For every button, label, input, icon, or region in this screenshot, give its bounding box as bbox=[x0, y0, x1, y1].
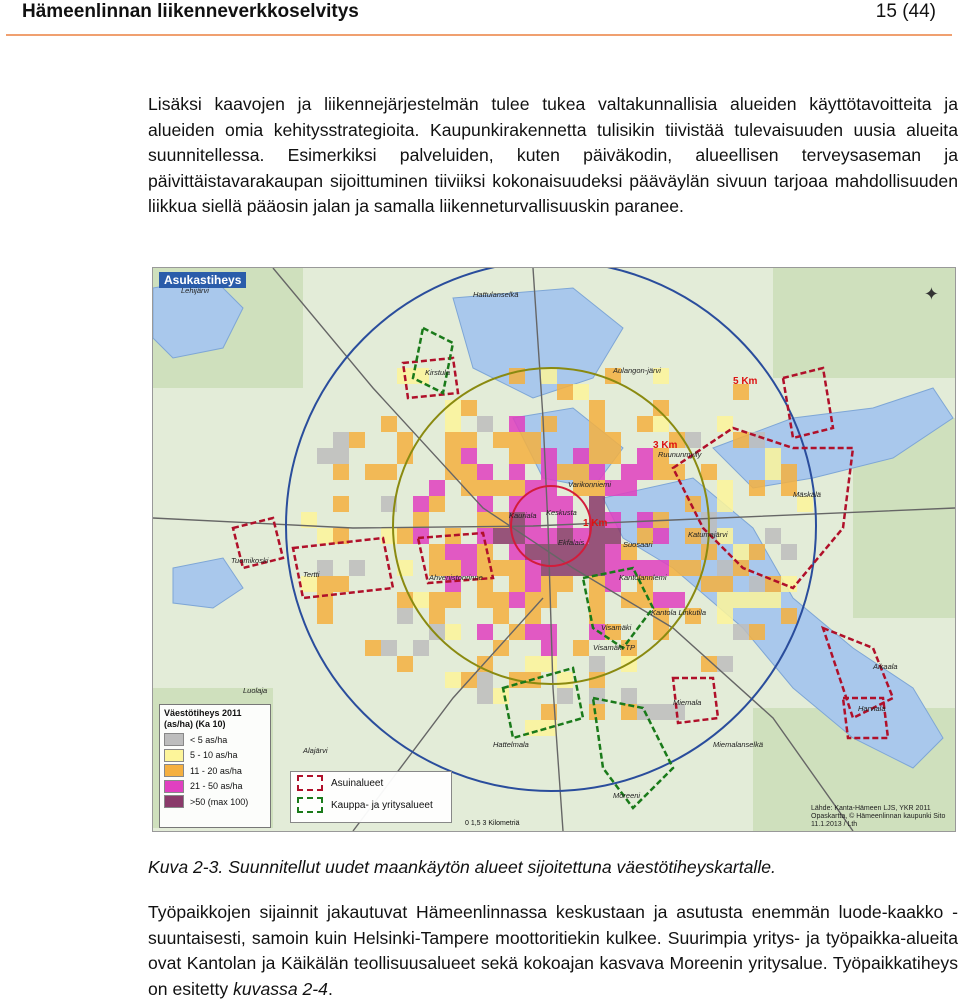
body-paragraph-2 bbox=[148, 900, 958, 1002]
density-cell bbox=[701, 544, 717, 560]
density-cell bbox=[477, 464, 493, 480]
area-type-legend bbox=[290, 771, 452, 823]
density-cell bbox=[557, 672, 573, 688]
density-cell bbox=[413, 640, 429, 656]
density-cell bbox=[717, 496, 733, 512]
place-label: Visamäki bbox=[601, 623, 632, 632]
density-cell bbox=[333, 448, 349, 464]
density-cell bbox=[573, 640, 589, 656]
density-cell bbox=[541, 480, 557, 496]
density-cell bbox=[365, 464, 381, 480]
density-cell bbox=[365, 640, 381, 656]
place-label: Hattelmala bbox=[493, 740, 529, 749]
density-cell bbox=[765, 592, 781, 608]
figure-caption: Kuva 2-3. Suunnitellut uudet maankäytön alueet sijoitettuna väestötiheyskartalle. bbox=[148, 857, 776, 877]
density-cell bbox=[509, 464, 525, 480]
density-cell bbox=[461, 400, 477, 416]
density-cell bbox=[653, 624, 669, 640]
place-label: Ruununmylly bbox=[658, 450, 702, 459]
density-cell bbox=[733, 432, 749, 448]
place-label: Ahvenistonrinne bbox=[429, 573, 483, 582]
density-cell bbox=[445, 672, 461, 688]
place-label: Varikonniemi bbox=[568, 480, 612, 489]
density-cell bbox=[637, 448, 653, 464]
density-cell bbox=[429, 624, 445, 640]
density-cell bbox=[445, 432, 461, 448]
density-cell bbox=[445, 544, 461, 560]
place-label: Kirstula bbox=[425, 368, 451, 377]
density-cell bbox=[605, 544, 621, 560]
density-cell bbox=[461, 544, 477, 560]
density-cell bbox=[637, 512, 653, 528]
density-cell bbox=[445, 448, 461, 464]
density-cell bbox=[685, 560, 701, 576]
density-cell bbox=[397, 656, 413, 672]
density-cell bbox=[621, 480, 637, 496]
density-cell bbox=[589, 544, 605, 560]
density-cell bbox=[749, 624, 765, 640]
density-cell bbox=[493, 640, 509, 656]
density-cell bbox=[717, 576, 733, 592]
density-cell bbox=[669, 560, 685, 576]
density-cell bbox=[413, 528, 429, 544]
density-cell bbox=[397, 432, 413, 448]
density-cell bbox=[637, 416, 653, 432]
density-cell bbox=[429, 480, 445, 496]
page-header bbox=[22, 0, 936, 30]
density-cell bbox=[653, 528, 669, 544]
density-cell bbox=[397, 608, 413, 624]
density-cell bbox=[445, 592, 461, 608]
legend-label: 5 - 10 as/ha bbox=[190, 750, 238, 761]
residential-swatch bbox=[297, 775, 323, 791]
ring-label-1km: 1 Km bbox=[583, 518, 608, 529]
density-cell bbox=[541, 656, 557, 672]
place-label: Suosaari bbox=[623, 540, 653, 549]
place-label: Kantola Linkutila bbox=[651, 608, 707, 617]
density-cell bbox=[749, 544, 765, 560]
density-cell bbox=[573, 384, 589, 400]
density-cell bbox=[397, 448, 413, 464]
density-cell bbox=[589, 496, 605, 512]
density-cell bbox=[717, 416, 733, 432]
page-number: 15 (44) bbox=[875, 1, 936, 22]
density-cell bbox=[493, 608, 509, 624]
place-label: Miemalanselkä bbox=[713, 740, 764, 749]
density-cell bbox=[589, 464, 605, 480]
area-legend-label: Asuinalueet bbox=[331, 777, 384, 789]
density-cell bbox=[493, 560, 509, 576]
density-cell bbox=[525, 448, 541, 464]
density-cell bbox=[749, 576, 765, 592]
place-label: Miemala bbox=[673, 698, 702, 707]
map-source-note: Lähde: Kanta-Hämeen LJS, YKR 2011 Opaskartta, © Hämeenlinnan kaupunki Sito 11.1.2013 / Lth bbox=[811, 805, 946, 828]
place-label: Hattulanselkä bbox=[473, 290, 519, 299]
density-cell bbox=[781, 608, 797, 624]
density-cell bbox=[541, 720, 557, 736]
commercial-swatch bbox=[297, 797, 323, 813]
density-cell bbox=[525, 656, 541, 672]
density-cell bbox=[541, 464, 557, 480]
density-cell bbox=[509, 416, 525, 432]
density-cell bbox=[765, 464, 781, 480]
legend-swatch bbox=[164, 780, 184, 793]
density-cell bbox=[333, 464, 349, 480]
legend-row bbox=[160, 794, 270, 810]
density-cell bbox=[621, 464, 637, 480]
density-cell bbox=[477, 480, 493, 496]
density-cell bbox=[541, 368, 557, 384]
density-cell bbox=[493, 432, 509, 448]
density-cell bbox=[317, 528, 333, 544]
density-cell bbox=[669, 592, 685, 608]
legend-row bbox=[160, 763, 270, 779]
density-cell bbox=[493, 528, 509, 544]
density-cell bbox=[429, 544, 445, 560]
place-label: Moreeni bbox=[613, 791, 641, 800]
density-cell bbox=[701, 656, 717, 672]
density-cell bbox=[717, 608, 733, 624]
density-legend bbox=[159, 704, 271, 828]
density-cell bbox=[429, 592, 445, 608]
area-legend-label: Kauppa- ja yritysalueet bbox=[331, 799, 433, 811]
density-cell bbox=[477, 624, 493, 640]
density-cell bbox=[541, 640, 557, 656]
legend-title: Väestötiheys 2011 (as/ha) (Ka 10) bbox=[164, 708, 242, 729]
place-label: Tertti bbox=[303, 570, 320, 579]
density-cell bbox=[589, 416, 605, 432]
density-cell bbox=[381, 464, 397, 480]
north-arrow-icon: ✦ bbox=[923, 284, 939, 304]
density-cell bbox=[749, 480, 765, 496]
density-cell bbox=[397, 528, 413, 544]
legend-row bbox=[160, 732, 270, 748]
density-cell bbox=[653, 704, 669, 720]
place-label: Kantolannlemi bbox=[619, 573, 667, 582]
density-cell bbox=[525, 624, 541, 640]
place-label: Aikaala bbox=[873, 662, 898, 671]
density-cell bbox=[557, 464, 573, 480]
density-cell bbox=[589, 688, 605, 704]
figure-reference: kuvassa 2-4 bbox=[233, 978, 328, 999]
density-cell bbox=[477, 672, 493, 688]
density-cell bbox=[349, 432, 365, 448]
density-cell bbox=[317, 448, 333, 464]
density-cell bbox=[333, 496, 349, 512]
density-cell bbox=[557, 384, 573, 400]
legend-label: >50 (max 100) bbox=[190, 796, 249, 807]
map-canvas bbox=[153, 268, 955, 831]
density-cell bbox=[413, 512, 429, 528]
density-cell bbox=[765, 528, 781, 544]
legend-row bbox=[160, 748, 270, 764]
density-cell bbox=[429, 496, 445, 512]
density-cell bbox=[765, 448, 781, 464]
density-cell bbox=[717, 560, 733, 576]
density-cell bbox=[509, 560, 525, 576]
density-cell bbox=[333, 576, 349, 592]
legend-label: < 5 as/ha bbox=[190, 734, 228, 745]
density-cell bbox=[589, 432, 605, 448]
density-cell bbox=[589, 592, 605, 608]
density-cell bbox=[461, 464, 477, 480]
place-label: Lehijärvi bbox=[181, 286, 209, 295]
population-density-map bbox=[152, 267, 956, 832]
density-cell bbox=[509, 448, 525, 464]
place-label: Keskusta bbox=[546, 508, 577, 517]
legend-swatch bbox=[164, 749, 184, 762]
legend-swatch bbox=[164, 795, 184, 808]
density-cell bbox=[717, 480, 733, 496]
area-legend-row bbox=[291, 772, 451, 794]
place-label: Alajärvi bbox=[303, 746, 328, 755]
density-cell bbox=[493, 480, 509, 496]
document-title: Hämeenlinnan liikenneverkkoselvitys bbox=[22, 1, 359, 22]
density-cell bbox=[477, 544, 493, 560]
legend-swatch bbox=[164, 733, 184, 746]
density-cell bbox=[573, 464, 589, 480]
density-cell bbox=[781, 464, 797, 480]
place-label: Harviala bbox=[858, 704, 886, 713]
legend-swatch bbox=[164, 764, 184, 777]
density-cell bbox=[541, 592, 557, 608]
density-cell bbox=[557, 688, 573, 704]
density-cell bbox=[749, 592, 765, 608]
density-cell bbox=[477, 688, 493, 704]
header-rule bbox=[6, 34, 952, 36]
density-cell bbox=[349, 560, 365, 576]
paragraph-2-text: Työpaikkojen sijainnit jakautuvat Hämeenlinnassa keskustaan ja asutusta enemmän luode-kaakko -suuntaisesti, samoin kuin Helsinki-Tampere moottoritiekin kulkee. Suurimpia yritys- ja työpaikka-alueita ovat Kantolan ja Käikälän teollisuusalueet sekä kokoajan kasvava Moreenin yritysalue. Työpaikkatiheys on esitetty bbox=[148, 902, 958, 999]
density-cell bbox=[461, 448, 477, 464]
density-cell bbox=[333, 432, 349, 448]
ring-label-5km: 5 Km bbox=[733, 376, 758, 387]
density-cell bbox=[509, 576, 525, 592]
place-label: Visamäki TP bbox=[593, 643, 635, 652]
density-cell bbox=[589, 656, 605, 672]
density-cell bbox=[381, 640, 397, 656]
density-cell bbox=[605, 448, 621, 464]
place-label: Katumajärvi bbox=[688, 530, 728, 539]
density-cell bbox=[653, 592, 669, 608]
scale-bar: 0 1,5 3 Kilometriä bbox=[465, 820, 520, 827]
density-cell bbox=[637, 464, 653, 480]
density-cell bbox=[493, 688, 509, 704]
density-cell bbox=[573, 448, 589, 464]
place-label: Luolaja bbox=[243, 686, 268, 695]
density-cell bbox=[781, 544, 797, 560]
place-label: Kauriala bbox=[509, 511, 537, 520]
density-cell bbox=[509, 480, 525, 496]
density-cell bbox=[381, 416, 397, 432]
density-cell bbox=[541, 448, 557, 464]
density-cell bbox=[445, 624, 461, 640]
body-paragraph-1: Lisäksi kaavojen ja liikennejärjestelmän tulee tukea valtakunnallisia alueiden käyttötavoitteita ja alueiden omia kehitysstrategioita. Kaupunkirakennetta tulisikin tiivistää tulevaisuuden uusia alueita suunnitellessa. Esimerkiksi palveluiden, kuten päiväkodin, alueellisen terveysaseman ja päivittäistavarakaupan sijoittuminen tiiviiksi kokonaisuudeksi pääväylän sivuun tarjoaa mahdollisuuden liikkua siellä pääosin jalan ja samalla liikenneturvallisuuskin paranee. bbox=[148, 94, 958, 217]
paragraph-2-end: . bbox=[327, 978, 333, 999]
density-cell bbox=[701, 464, 717, 480]
density-cell bbox=[605, 432, 621, 448]
density-cell bbox=[317, 608, 333, 624]
density-cell bbox=[557, 576, 573, 592]
density-cell bbox=[509, 592, 525, 608]
density-cell bbox=[733, 592, 749, 608]
density-cell bbox=[413, 496, 429, 512]
density-cell bbox=[525, 576, 541, 592]
density-cell bbox=[525, 496, 541, 512]
ring-label-3km: 3 Km bbox=[653, 440, 678, 451]
density-cell bbox=[445, 464, 461, 480]
place-label: Ekfalais bbox=[558, 538, 585, 547]
density-cell bbox=[589, 400, 605, 416]
place-label: Mäskälä bbox=[793, 490, 821, 499]
density-cell bbox=[525, 432, 541, 448]
place-label: Aulangon-järvi bbox=[613, 366, 661, 375]
area-legend-row bbox=[291, 794, 451, 816]
density-cell bbox=[461, 432, 477, 448]
density-cell bbox=[477, 416, 493, 432]
density-cell bbox=[733, 624, 749, 640]
density-cell bbox=[477, 592, 493, 608]
density-cell bbox=[589, 448, 605, 464]
density-cell bbox=[493, 592, 509, 608]
density-cell bbox=[605, 528, 621, 544]
legend-label: 21 - 50 as/ha bbox=[190, 781, 243, 792]
map-title: Asukastiheys bbox=[159, 272, 246, 288]
density-cell bbox=[653, 464, 669, 480]
density-cell bbox=[477, 512, 493, 528]
density-cell bbox=[429, 608, 445, 624]
legend-label: 11 - 20 as/ha bbox=[190, 765, 242, 776]
density-cell bbox=[717, 592, 733, 608]
density-cell bbox=[541, 624, 557, 640]
density-cell bbox=[621, 688, 637, 704]
density-cell bbox=[733, 560, 749, 576]
density-cell bbox=[509, 432, 525, 448]
density-cell bbox=[525, 592, 541, 608]
legend-row bbox=[160, 779, 270, 795]
place-label: Tuomikoski bbox=[231, 556, 269, 565]
density-cell bbox=[445, 416, 461, 432]
density-cell bbox=[701, 576, 717, 592]
density-cell bbox=[733, 544, 749, 560]
